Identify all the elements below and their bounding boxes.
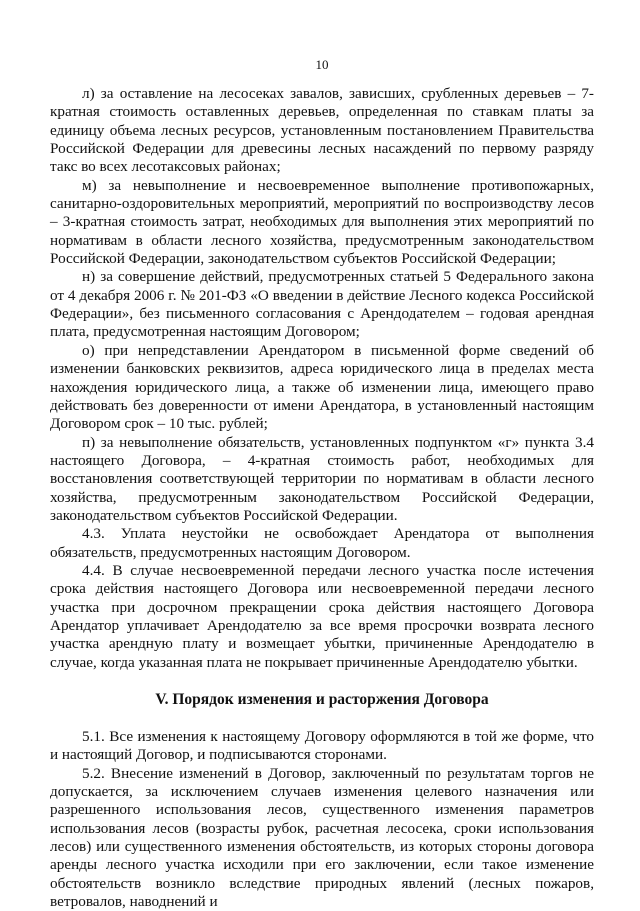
paragraph-o: о) при непредставлении Арендатором в письменной форме сведений об изменении банковских реквизитов, адреса юридического лица в пределах места нахождения юридического лица, а также об изменении лица, имеющего право действовать без доверенности от имени Арендатора, в установленный настоящим Договором срок – 10 тыс. рублей;: [50, 341, 594, 433]
paragraph-4-3: 4.3. Уплата неустойки не освобождает Арендатора от выполнения обязательств, предусмотренных настоящим Договором.: [50, 525, 594, 561]
paragraph-p: п) за невыполнение обязательств, установленных подпунктом «г» пункта 3.4 настоящего Договора, – 4-кратная стоимость работ, необходимых для восстановления соответствующей территории по нормативам в области лесного хозяйства, предусмотренным законодательством Российской Федерации, законодательством субъектов Российской Федерации.: [50, 433, 594, 524]
paragraph-4-4: 4.4. В случае несвоевременной передачи лесного участка после истечения срока действия настоящего Договора или несвоевременной передачи лесного участка при досрочном прекращении срока действия настоящего Договора Арендатор уплачивает Арендодателю за все время просрочки возврата лесного участка арендную плату и возмещает убытки, причиненные Арендодателю в случае, когда указанная плата не покрывает причиненные Арендодателю убытки.: [50, 561, 594, 671]
paragraph-5-1: 5.1. Все изменения к настоящему Договору оформляются в той же форме, что и настоящий Договор, и подписываются сторонами.: [50, 728, 594, 764]
paragraph-5-2: 5.2. Внесение изменений в Договор, заключенный по результатам торгов не допускается, за исключением случаев изменения целевого назначения или разрешенного использования лесов, существенного изменения параметров использования лесов (возрасты рубок, расчетная лесосека, сроки использования лесов) или существенного изменения обстоятельств, из которых стороны договора аренды лесного участка исходили при его заключении, если такое изменение обстоятельств возникло вследствие природных явлений (лесных пожаров, ветровалов, наводнений и: [50, 764, 594, 911]
paragraph-l: л) за оставление на лесосеках завалов, зависших, срубленных деревьев – 7-кратная стоимость оставленных деревьев, определенная по ставкам платы за единицу объема лесных ресурсов, установленным постановлением Правительства Российской Федерации для древесины лесных насаждений по первому разряду такс во всех лесотаксовых районах;: [50, 85, 594, 176]
page-number: 10: [315, 57, 329, 72]
paragraph-m: м) за невыполнение и несвоевременное выполнение противопожарных, санитарно-оздоровительных мероприятий, мероприятий по воспроизводству лесов – 3-кратная стоимость затрат, необходимых для выполнения этих мероприятий по нормативам в области лесного хозяйства, предусмотренным законодательством Российской Федерации, законодательством субъектов Российской Федерации;: [50, 176, 594, 268]
section-heading: V. Порядок изменения и расторжения Договора: [155, 691, 489, 708]
paragraph-n: н) за совершение действий, предусмотренных статьей 5 Федерального закона от 4 декабря 2006 г. № 201-ФЗ «О введении в действие Лесного кодекса Российской Федерации», без письменного согласования с Арендодателем – годовая арендная плата, предусмотренная настоящим Договором;: [50, 268, 594, 341]
